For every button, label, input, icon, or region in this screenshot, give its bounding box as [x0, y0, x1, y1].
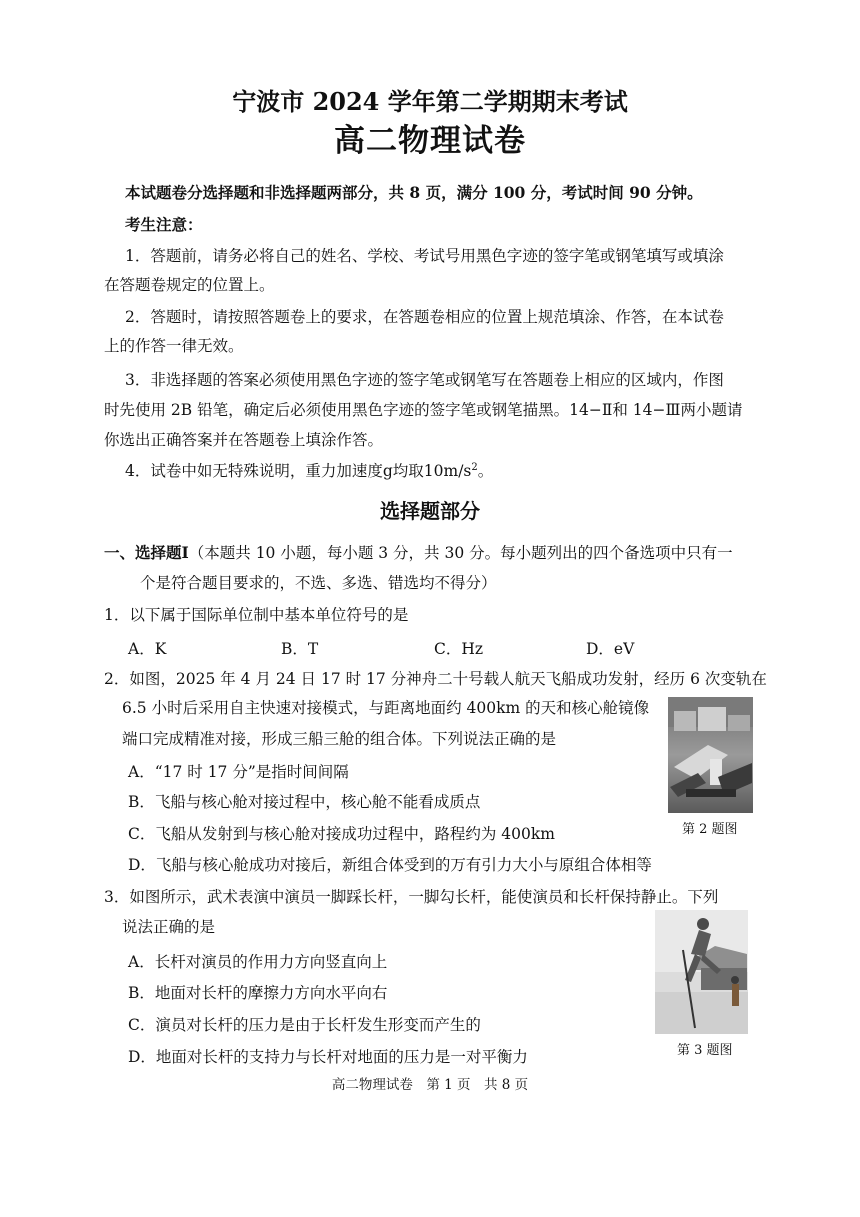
- notice-3-line2: 时先使用 2B 铅笔，确定后必须使用黑色字迹的签字笔或钢笔描黑。14−Ⅱ和 14−Ⅲ两小题请: [104, 401, 743, 419]
- q3-figure-caption: 第 3 题图: [677, 1043, 733, 1058]
- notice-2-line2: 上的作答一律无效。: [104, 337, 244, 355]
- part1-heading: [104, 541, 733, 563]
- spacecraft-image: [668, 697, 753, 813]
- notice-3-line1: 3．非选择题的答案必须使用黑色字迹的签字笔或钢笔写在答题卷上相应的区域内，作图: [125, 371, 724, 389]
- q1-option-a: A．K: [128, 640, 167, 658]
- q3-option-c: C．演员对长杆的压力是由于长杆发生形变而产生的: [128, 1016, 481, 1034]
- q2-option-b: B．飞船与核心舱对接过程中，核心舱不能看成质点: [128, 793, 481, 811]
- notice-1-line1: 1．答题前，请务必将自己的姓名、学校、考试号用黑色字迹的签字笔或钢笔填写或填涂: [125, 247, 724, 265]
- section-title: 选择题部分: [380, 499, 480, 523]
- part1-desc-line1: （本题共 10 小题，每小题 3 分，共 30 分。每小题列出的四个备选项中只有一: [188, 544, 733, 562]
- part1-desc-line2: 个是符合题目要求的，不选、多选、错选均不得分）: [140, 574, 497, 592]
- q3-stem-line1: 3．如图所示，武术表演中演员一脚踩长杆，一脚勾长杆，能使演员和长杆保持静止。下列: [104, 888, 719, 906]
- q2-stem-line1: 2．如图，2025 年 4 月 24 日 17 时 17 分神舟二十号载人航天飞船成功发射，经历 6 次变轨在: [104, 670, 767, 688]
- notice-1-line2: 在答题卷规定的位置上。: [104, 276, 275, 294]
- notice-4-exponent: 2: [471, 461, 478, 473]
- exam-subject-title: 高二物理试卷: [334, 123, 526, 159]
- q1-option-b: B．T: [281, 640, 319, 658]
- q1-stem: 1．以下属于国际单位制中基本单位符号的是: [104, 606, 409, 624]
- exam-title: 宁波市 2024 学年第二学期期末考试: [232, 87, 628, 116]
- q2-stem-line2: 6.5 小时后采用自主快速对接模式，与距离地面约 400km 的天和核心舱镜像: [122, 699, 650, 717]
- q2-figure-spacecraft: [668, 697, 753, 813]
- q2-option-c: C．飞船从发射到与核心舱对接成功过程中，路程约为 400km: [128, 825, 555, 843]
- notice-2-line1: 2．答题时，请按照答题卷上的要求，在答题卷相应的位置上规范填涂、作答，在本试卷: [125, 308, 724, 326]
- performer-image: [655, 910, 748, 1034]
- q3-stem-line2: 说法正确的是: [122, 918, 216, 936]
- part1-label: 一、选择题Ⅰ: [104, 543, 189, 562]
- q2-figure-caption: 第 2 题图: [682, 822, 738, 837]
- notice-4-text: 4．试卷中如无特殊说明，重力加速度g均取10m/s: [125, 462, 472, 480]
- page-footer: 高二物理试卷 第 1 页 共 8 页: [331, 1077, 529, 1093]
- q3-option-a: A．长杆对演员的作用力方向竖直向上: [128, 953, 388, 971]
- q3-figure-martial-arts: [655, 910, 748, 1034]
- q3-option-b: B．地面对长杆的摩擦力方向水平向右: [128, 984, 388, 1002]
- q1-option-d: D．eV: [586, 640, 635, 658]
- notice-heading: 考生注意：: [125, 215, 203, 234]
- notice-4-end: 。: [477, 462, 494, 480]
- notice-3-line3: 你选出正确答案并在答题卷上填涂作答。: [104, 431, 384, 449]
- q1-option-c: C．Hz: [434, 640, 484, 658]
- q2-option-d: D．飞船与核心舱成功对接后，新组合体受到的万有引力大小与原组合体相等: [128, 856, 652, 874]
- q2-option-a: A．“17 时 17 分”是指时间间隔: [128, 763, 349, 781]
- q3-option-d: D．地面对长杆的支持力与长杆对地面的压力是一对平衡力: [128, 1048, 528, 1066]
- notice-4: [125, 459, 493, 481]
- exam-intro: 本试题卷分选择题和非选择题两部分，共 8 页，满分 100 分，考试时间 90 分钟。: [125, 183, 703, 202]
- q2-stem-line3: 端口完成精准对接，形成三船三舱的组合体。下列说法正确的是: [122, 730, 557, 748]
